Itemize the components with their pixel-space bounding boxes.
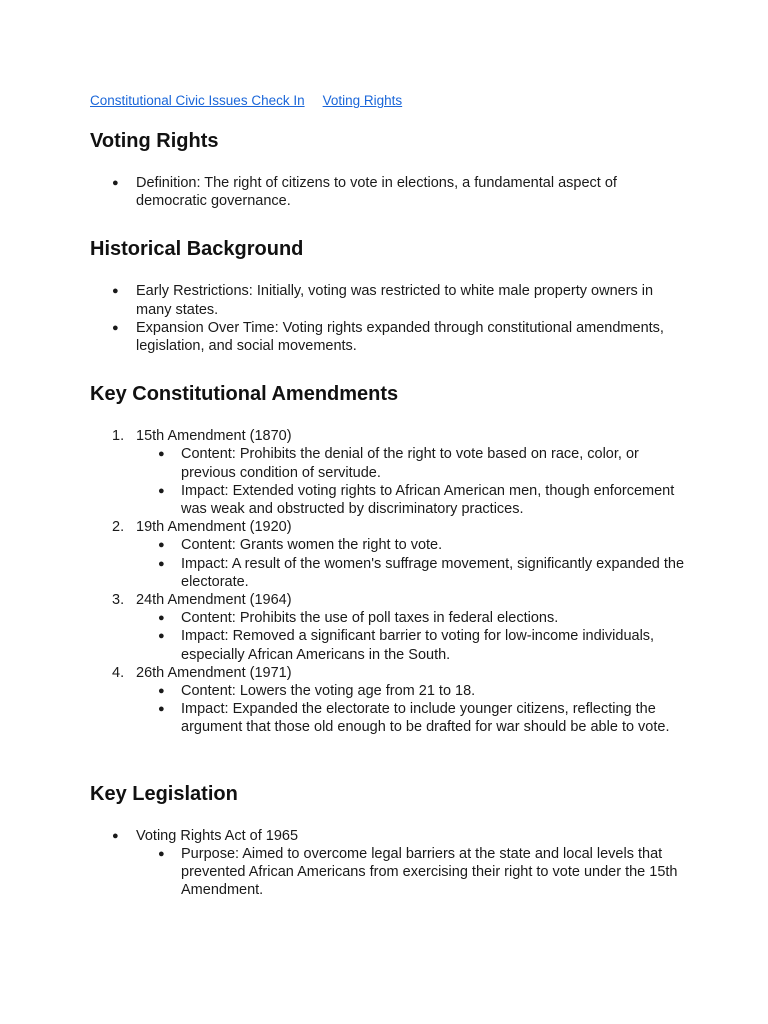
heading-voting-rights: Voting Rights	[90, 130, 219, 152]
legislation-item	[90, 827, 690, 900]
list-item-early-restrictions: ● Early Restrictions: Initially, voting was restricted to white male property owners in many states.	[90, 282, 690, 318]
list-item-expansion: ● Expansion Over Time: Voting rights expanded through constitutional amendments, legislation, and social movements.	[90, 319, 690, 355]
amendment-item	[90, 664, 690, 737]
document-page	[90, 92, 690, 899]
amendment-impact: ● Impact: A result of the women's suffrage movement, significantly expanded the electorate.	[136, 555, 690, 591]
heading-key-legislation: Key Legislation	[90, 782, 238, 805]
voting-rights-list	[90, 174, 690, 210]
list-number: 1.	[112, 428, 125, 445]
list-item-definition: ● Definition: The right of citizens to vote in elections, a fundamental aspect of democratic governance.	[90, 174, 690, 210]
amendment-details	[136, 536, 690, 591]
amendment-impact: ● Impact: Extended voting rights to African American men, though enforcement was weak and obstructed by discriminatory practices.	[136, 482, 690, 518]
amendment-impact: ● Impact: Removed a significant barrier to voting for low-income individuals, especially African Americans in the South.	[136, 627, 690, 663]
amendment-title: 15th Amendment (1870)	[136, 428, 292, 445]
amendment-title: 26th Amendment (1971)	[136, 664, 292, 681]
amendment-item	[90, 591, 690, 664]
legislation-details	[136, 845, 690, 900]
breadcrumb-link-voting-rights[interactable]: Voting Rights	[322, 93, 403, 108]
breadcrumb-link-civic-issues[interactable]: Constitutional Civic Issues Check In	[90, 93, 305, 108]
amendment-title: 24th Amendment (1964)	[136, 592, 292, 609]
amendment-impact: ● Impact: Expanded the electorate to include younger citizens, reflecting the argument that those old enough to be drafted for war should be able to vote.	[136, 700, 690, 736]
breadcrumb	[90, 92, 690, 110]
historical-list	[90, 282, 690, 355]
amendment-item	[90, 427, 690, 518]
list-number: 3.	[112, 592, 125, 609]
legislation-purpose: ● Purpose: Aimed to overcome legal barriers at the state and local levels that prevented African Americans from exercising their right to vote under the 15th Amendment.	[136, 845, 690, 900]
list-number: 4.	[112, 664, 125, 681]
legislation-title: Voting Rights Act of 1965	[136, 827, 299, 844]
amendment-content: ● Content: Prohibits the use of poll taxes in federal elections.	[136, 609, 690, 627]
legislation-list	[90, 827, 690, 900]
amendment-details	[136, 445, 690, 518]
amendment-title: 19th Amendment (1920)	[136, 519, 292, 536]
amendment-content: ● Content: Prohibits the denial of the right to vote based on race, color, or previous condition of servitude.	[136, 445, 690, 481]
amendment-details	[136, 609, 690, 664]
heading-historical-background: Historical Background	[90, 238, 304, 261]
heading-key-amendments: Key Constitutional Amendments	[90, 383, 399, 406]
amendment-details	[136, 682, 690, 737]
amendment-content: ● Content: Lowers the voting age from 21 to 18.	[136, 682, 690, 700]
amendment-content: ● Content: Grants women the right to vote.	[136, 536, 690, 554]
amendment-item	[90, 518, 690, 591]
list-number: 2.	[112, 519, 125, 536]
amendments-list	[90, 427, 690, 736]
